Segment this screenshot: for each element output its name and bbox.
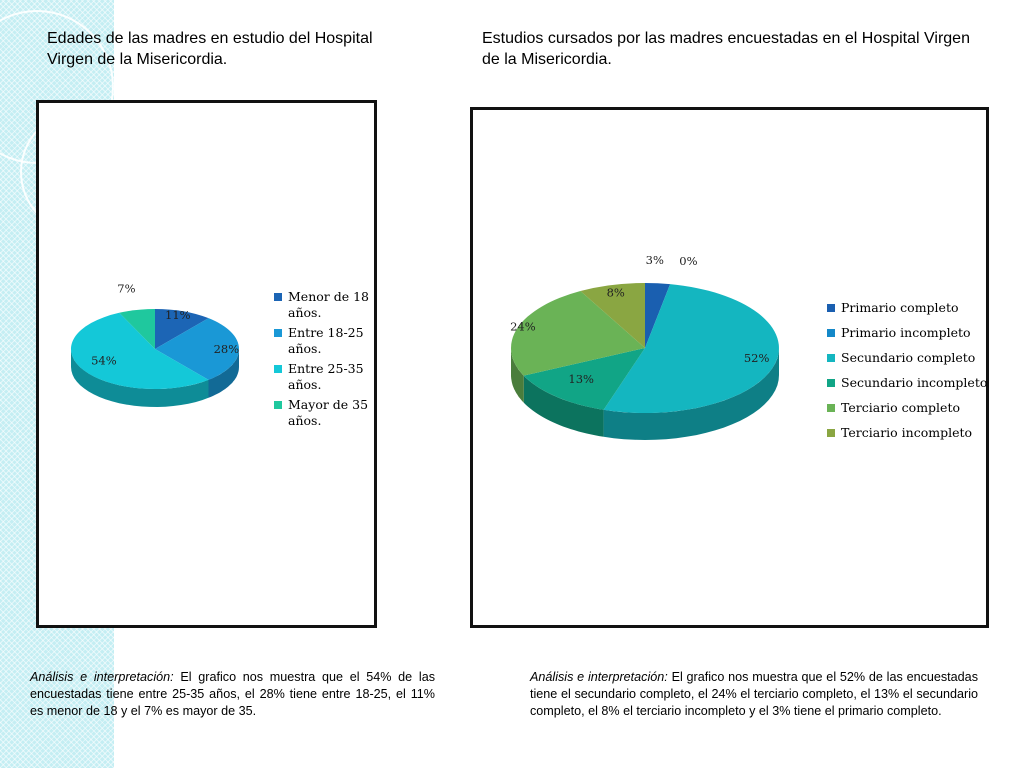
legend-item — [274, 289, 372, 321]
legend-swatch — [827, 429, 835, 437]
pie-data-label-1-3: 13% — [568, 372, 594, 387]
legend-label: Menor de 18 años. — [288, 289, 369, 320]
analysis-text-right — [530, 669, 978, 720]
legend-item — [827, 350, 987, 375]
legend-swatch — [827, 329, 835, 337]
legend-left — [274, 289, 372, 433]
chart-title-right: Estudios cursados por las madres encuestadas en el Hospital Virgen de la Misericordia. — [482, 30, 970, 68]
legend-item — [827, 375, 987, 400]
legend-swatch — [827, 354, 835, 362]
analysis-lead-right: Análisis e interpretación: — [530, 670, 668, 684]
legend-label: Secundario completo — [841, 350, 976, 365]
legend-swatch — [827, 404, 835, 412]
legend-item — [827, 425, 987, 450]
analysis-text-left — [30, 669, 435, 720]
legend-swatch — [274, 293, 282, 301]
pie-chart-right — [470, 107, 989, 628]
legend-swatch — [827, 304, 835, 312]
legend-item — [827, 300, 987, 325]
legend-label: Mayor de 35 años. — [288, 397, 369, 428]
analysis-body-left: El grafico nos muestra que el 54% de las encuestadas tiene entre 25-35 años, el 28% tiene entre 18-25, el 11% es menor de 18 y el 7% es mayor de 35. — [30, 670, 435, 718]
legend-swatch — [274, 401, 282, 409]
legend-swatch — [827, 379, 835, 387]
analysis-body-right: El grafico nos muestra que el 52% de las encuestadas tiene el secundario completo, el 24% el terciario completo, el 13% el secundario completo, el 8% el terciario incompleto y el 3% tiene el primario completo. — [530, 670, 978, 718]
pie-data-label-0-1: 28% — [213, 342, 240, 356]
legend-item — [274, 397, 372, 429]
legend-label: Primario completo — [841, 300, 959, 315]
pie-data-label-1-0: 3% — [645, 253, 664, 268]
pie-data-label-1-5: 8% — [606, 285, 625, 300]
legend-label: Secundario incompleto — [841, 375, 988, 390]
pie-data-label-1-2: 52% — [743, 350, 770, 365]
pie-chart-left — [36, 100, 377, 628]
legend-label: Entre 18-25 años. — [288, 325, 364, 356]
pie-data-label-0-0: 11% — [165, 307, 191, 322]
pie-data-label-1-4: 24% — [510, 319, 536, 334]
legend-item — [274, 361, 372, 393]
analysis-lead-left: Análisis e interpretación: — [30, 670, 174, 684]
legend-label: Primario incompleto — [841, 325, 971, 340]
pie-data-label-0-3: 7% — [117, 281, 136, 296]
legend-label: Entre 25-35 años. — [288, 361, 364, 392]
legend-swatch — [274, 329, 282, 337]
legend-label: Terciario incompleto — [841, 425, 973, 440]
pie-data-label-0-2: 54% — [91, 353, 117, 368]
chart-title-left: Edades de las madres en estudio del Hospital Virgen de la Misericordia. — [47, 30, 373, 68]
legend-item — [274, 325, 372, 357]
legend-item — [827, 325, 987, 350]
legend-swatch — [274, 365, 282, 373]
legend-label: Terciario completo — [841, 400, 960, 415]
pie-data-label-1-1: 0% — [679, 254, 698, 269]
legend-item — [827, 400, 987, 425]
legend-right — [827, 300, 987, 450]
